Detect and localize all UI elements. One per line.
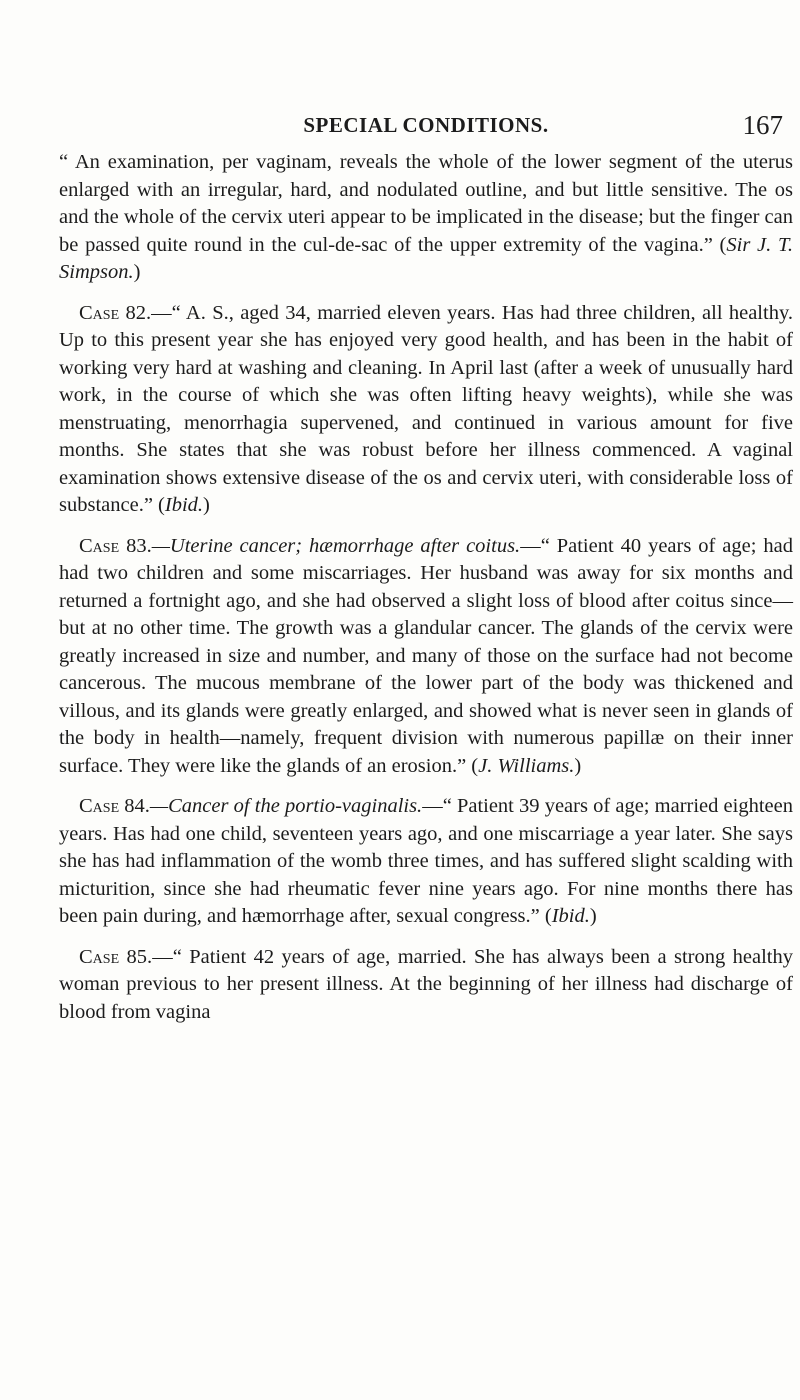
running-head [59,110,793,150]
body-text [59,149,793,1039]
paragraph-simpson-quote [59,149,793,287]
paragraph-case-85 [59,944,793,1027]
source-citation: J. Williams. [478,754,575,777]
case-label: Case 84. [79,795,150,817]
paragraph-text: —“ Patient 39 years of age; married eighteen years. Has had one child, seventeen years ago, and one miscarriage a year later. She says she has had inflammation of the womb three times, and has suffered slight scalding with micturition, since she had rheumatic fever nine years ago. For nine months there has been pain during, and hæmorrhage after, sexual congress.” ( [59,795,793,927]
page-number: 167 [742,110,783,140]
citation-close: ) [574,754,582,777]
citation-close: ) [589,905,597,927]
paragraph-text: —“ A. S., aged 34, married eleven years. Has had three children, all healthy. Up to this present year she has enjoyed very good health, and has been in the habit of working very hard at washing and cleaning. In April last (after a week of unusually hard work, in the course of which she was often lifting heavy weights), while she was menstruating, menorrhagia supervened, and continued in various amount for five months. She states that she was robust before her illness commenced. A vaginal examination shows extensive disease of the os and cervix uteri, with considerable loss of substance.” ( [59,301,793,516]
case-heading: —Uterine cancer; hæmorrhage after coitus. [151,534,521,557]
case-label: Case 83. [79,534,152,557]
citation-close: ) [203,494,210,516]
paragraph-case-83 [59,533,793,781]
case-heading: —Cancer of the portio-vaginalis. [149,795,423,817]
paragraph-case-82 [59,300,793,520]
paragraph-case-84 [59,793,793,931]
source-citation: Sir J. T. Simpson. [59,233,793,283]
source-citation: Ibid. [164,494,204,516]
citation-close: ) [133,261,141,283]
paragraph-text: “ An examination, per vaginam, reveals the whole of the lower segment of the uterus enlarged with an irregular, hard, and nodulated outline, and but little sensitive. The os and the whole of the cervix uteri appear to be implicated in the disease; but the finger can be passed quite round in the cul-de-sac of the upper extremity of the vagina.” ( [59,151,793,256]
case-label: Case 82. [79,301,152,324]
paragraph-text: —“ Patient 40 years of age; had had two children and some miscarriages. Her husband was away for six months and returned a fortnight ago, and she had observed a slight loss of blood after coitus since—but at no other time. The growth was a glandular cancer. The glands of the cervix were greatly increased in size and number, and many of those on the surface had not become cancerous. The mucous membrane of the lower part of the body was thickened and villous, and its glands were greatly enlarged, and showed what is never seen in glands of the body in health—namely, frequent division with numerous papillæ on their inner surface. They were like the glands of an erosion.” ( [59,534,793,777]
case-label: Case 85. [79,945,153,968]
paragraph-text: —“ Patient 42 years of age, married. She has always been a strong healthy woman previous to her present illness. At the beginning of her illness had discharge of blood from vagina [59,945,793,1023]
running-title: SPECIAL CONDITIONS. [303,113,549,137]
source-citation: Ibid. [551,905,590,927]
